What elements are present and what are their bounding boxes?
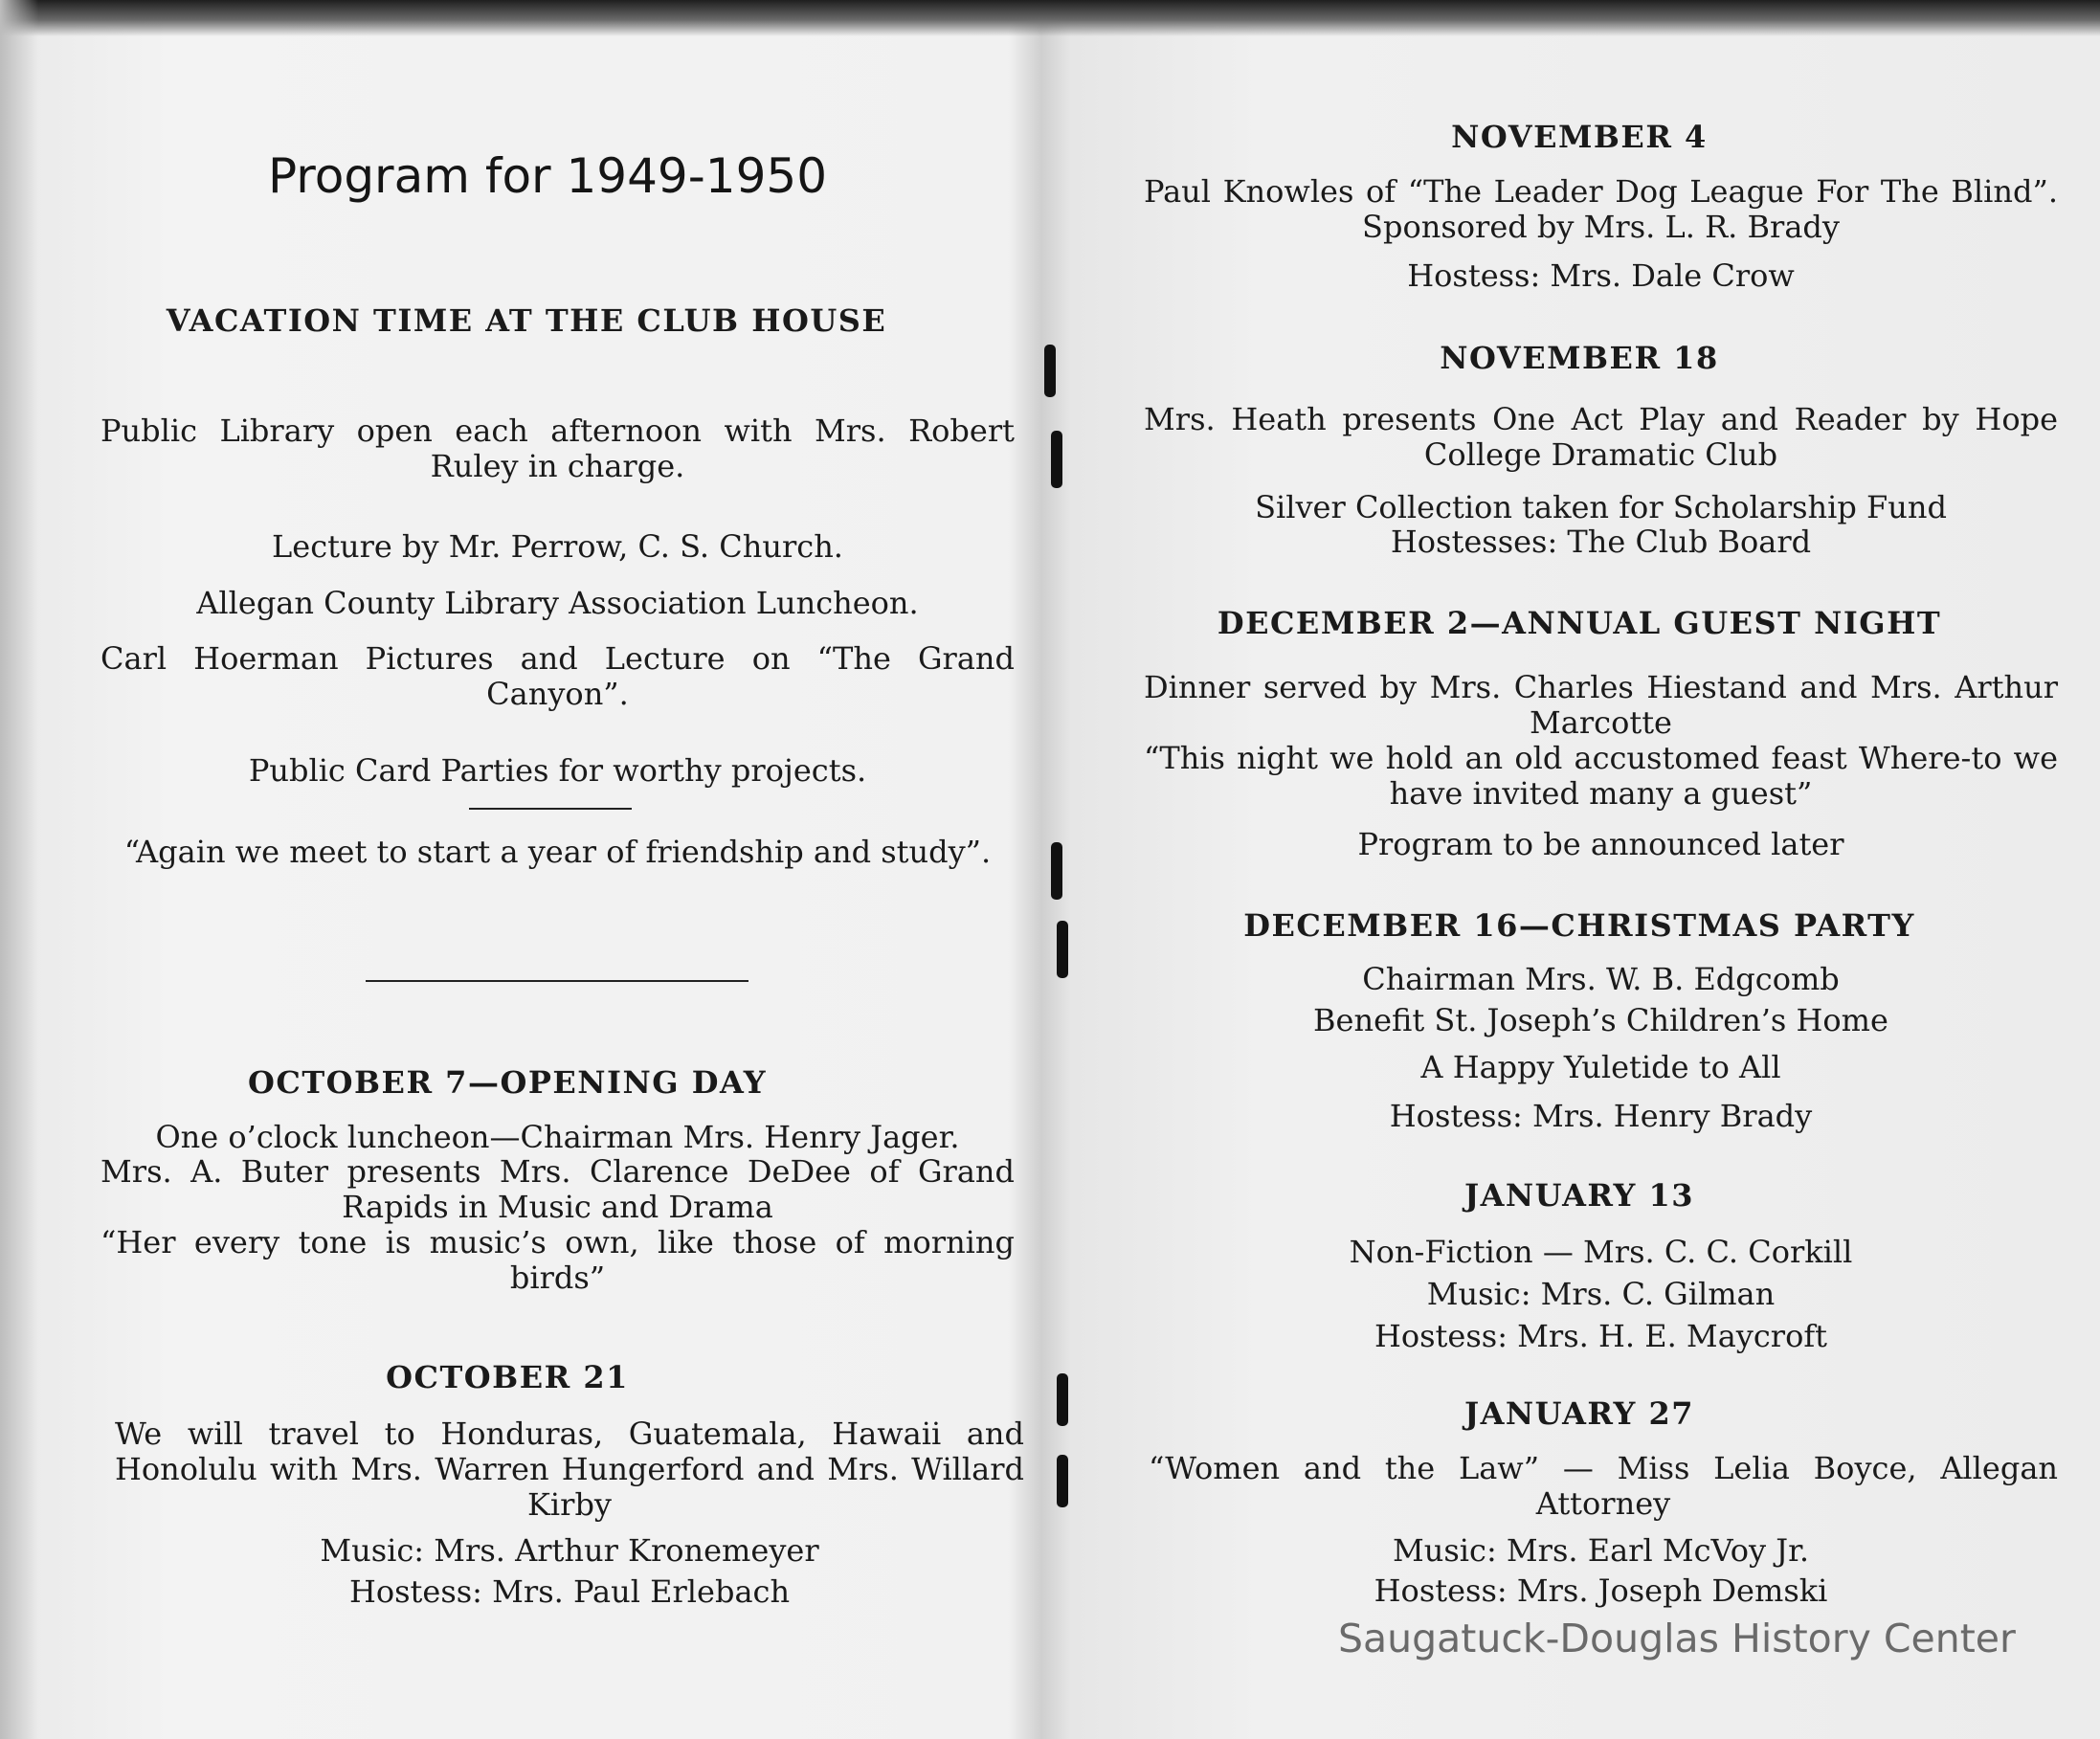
short-divider (469, 808, 632, 810)
january-13-hostess: Hostess: Mrs. H. E. Maycroft (1374, 1318, 1828, 1354)
vacation-item-card-parties: Public Card Parties for worthy projects. (248, 752, 867, 789)
november-18-line: Silver Collection taken for Scholarship Fund (1255, 489, 1947, 525)
october-21-hostess: Hostess: Mrs. Paul Erlebach (348, 1573, 791, 1610)
binding-staple (1051, 431, 1062, 488)
january-27-heading: JANUARY 27 (1463, 1395, 1695, 1432)
november-18-heading: NOVEMBER 18 (1440, 340, 1719, 376)
binding-staple (1057, 921, 1068, 978)
vacation-item-library: Public Library open each afternoon with Mrs. Robert Ruley in charge. (101, 412, 1015, 484)
january-13-line: Non-Fiction — Mrs. C. C. Corkill (1349, 1234, 1853, 1270)
october-21-heading: OCTOBER 21 (386, 1359, 629, 1395)
binding-staple (1057, 1455, 1068, 1507)
november-4-heading: NOVEMBER 4 (1451, 119, 1708, 155)
club-motto: “Again we meet to start a year of friendship and study”. (123, 834, 992, 870)
vacation-item-lecture: Lecture by Mr. Perrow, C. S. Church. (272, 528, 843, 565)
vacation-heading: VACATION TIME AT THE CLUB HOUSE (166, 302, 887, 339)
december-16-line: A Happy Yuletide to All (1420, 1049, 1781, 1085)
december-16-line: Chairman Mrs. W. B. Edgcomb (1362, 961, 1840, 997)
january-13-heading: JANUARY 13 (1463, 1177, 1695, 1214)
december-2-line: Program to be announced later (1357, 826, 1844, 862)
january-27-hostess: Hostess: Mrs. Joseph Demski (1374, 1572, 1828, 1609)
december-2-heading: DECEMBER 2—ANNUAL GUEST NIGHT (1217, 605, 1942, 641)
december-16-hostess: Hostess: Mrs. Henry Brady (1389, 1098, 1813, 1134)
history-center-watermark: Saugatuck-Douglas History Center (1338, 1616, 2016, 1661)
october-21-line: We will travel to Honduras, Guatemala, Hawaii and Honolulu with Mrs. Warren Hungerford and Mrs. Willard Kirby (115, 1416, 1024, 1523)
october-7-line: One o’clock luncheon—Chairman Mrs. Henry Jager. (155, 1119, 960, 1155)
left-shadow (0, 0, 38, 1739)
november-18-hostesses: Hostesses: The Club Board (1390, 524, 1812, 560)
vacation-item-hoerman: Carl Hoerman Pictures and Lecture on “The Grand Canyon”. (101, 640, 1015, 712)
binding-staple (1051, 842, 1062, 900)
january-27-music: Music: Mrs. Earl McVoy Jr. (1392, 1532, 1810, 1569)
vacation-item-luncheon: Allegan County Library Association Luncheon. (196, 585, 919, 621)
right-page (1101, 0, 2067, 1739)
november-4-hostess: Hostess: Mrs. Dale Crow (1407, 257, 1795, 294)
december-16-line: Benefit St. Joseph’s Children’s Home (1313, 1002, 1888, 1038)
november-4-line: Paul Knowles of “The Leader Dog League For The Blind”. Sponsored by Mrs. L. R. Brady (1144, 173, 2058, 245)
october-7-line: Mrs. A. Buter presents Mrs. Clarence DeDee of Grand Rapids in Music and Drama (101, 1153, 1015, 1225)
program-title: Program for 1949-1950 (268, 148, 828, 204)
november-18-line: Mrs. Heath presents One Act Play and Reader by Hope College Dramatic Club (1144, 401, 2058, 473)
december-16-heading: DECEMBER 16—CHRISTMAS PARTY (1243, 907, 1915, 944)
binding-staple (1057, 1373, 1068, 1426)
left-page (57, 0, 1024, 1739)
october-21-music: Music: Mrs. Arthur Kronemeyer (320, 1532, 819, 1569)
december-2-line: Dinner served by Mrs. Charles Hiestand and Mrs. Arthur Marcotte (1144, 669, 2058, 741)
october-7-heading: OCTOBER 7—OPENING DAY (247, 1064, 768, 1101)
december-2-quote: “This night we hold an old accustomed feast Where-to we have invited many a guest” (1144, 740, 2058, 812)
january-13-music: Music: Mrs. C. Gilman (1426, 1276, 1776, 1312)
october-7-quote: “Her every tone is music’s own, like those of morning birds” (101, 1224, 1015, 1296)
long-divider (366, 980, 748, 982)
january-27-line: “Women and the Law” — Miss Lelia Boyce, Allegan Attorney (1149, 1450, 2058, 1522)
binding-staple (1044, 345, 1056, 397)
